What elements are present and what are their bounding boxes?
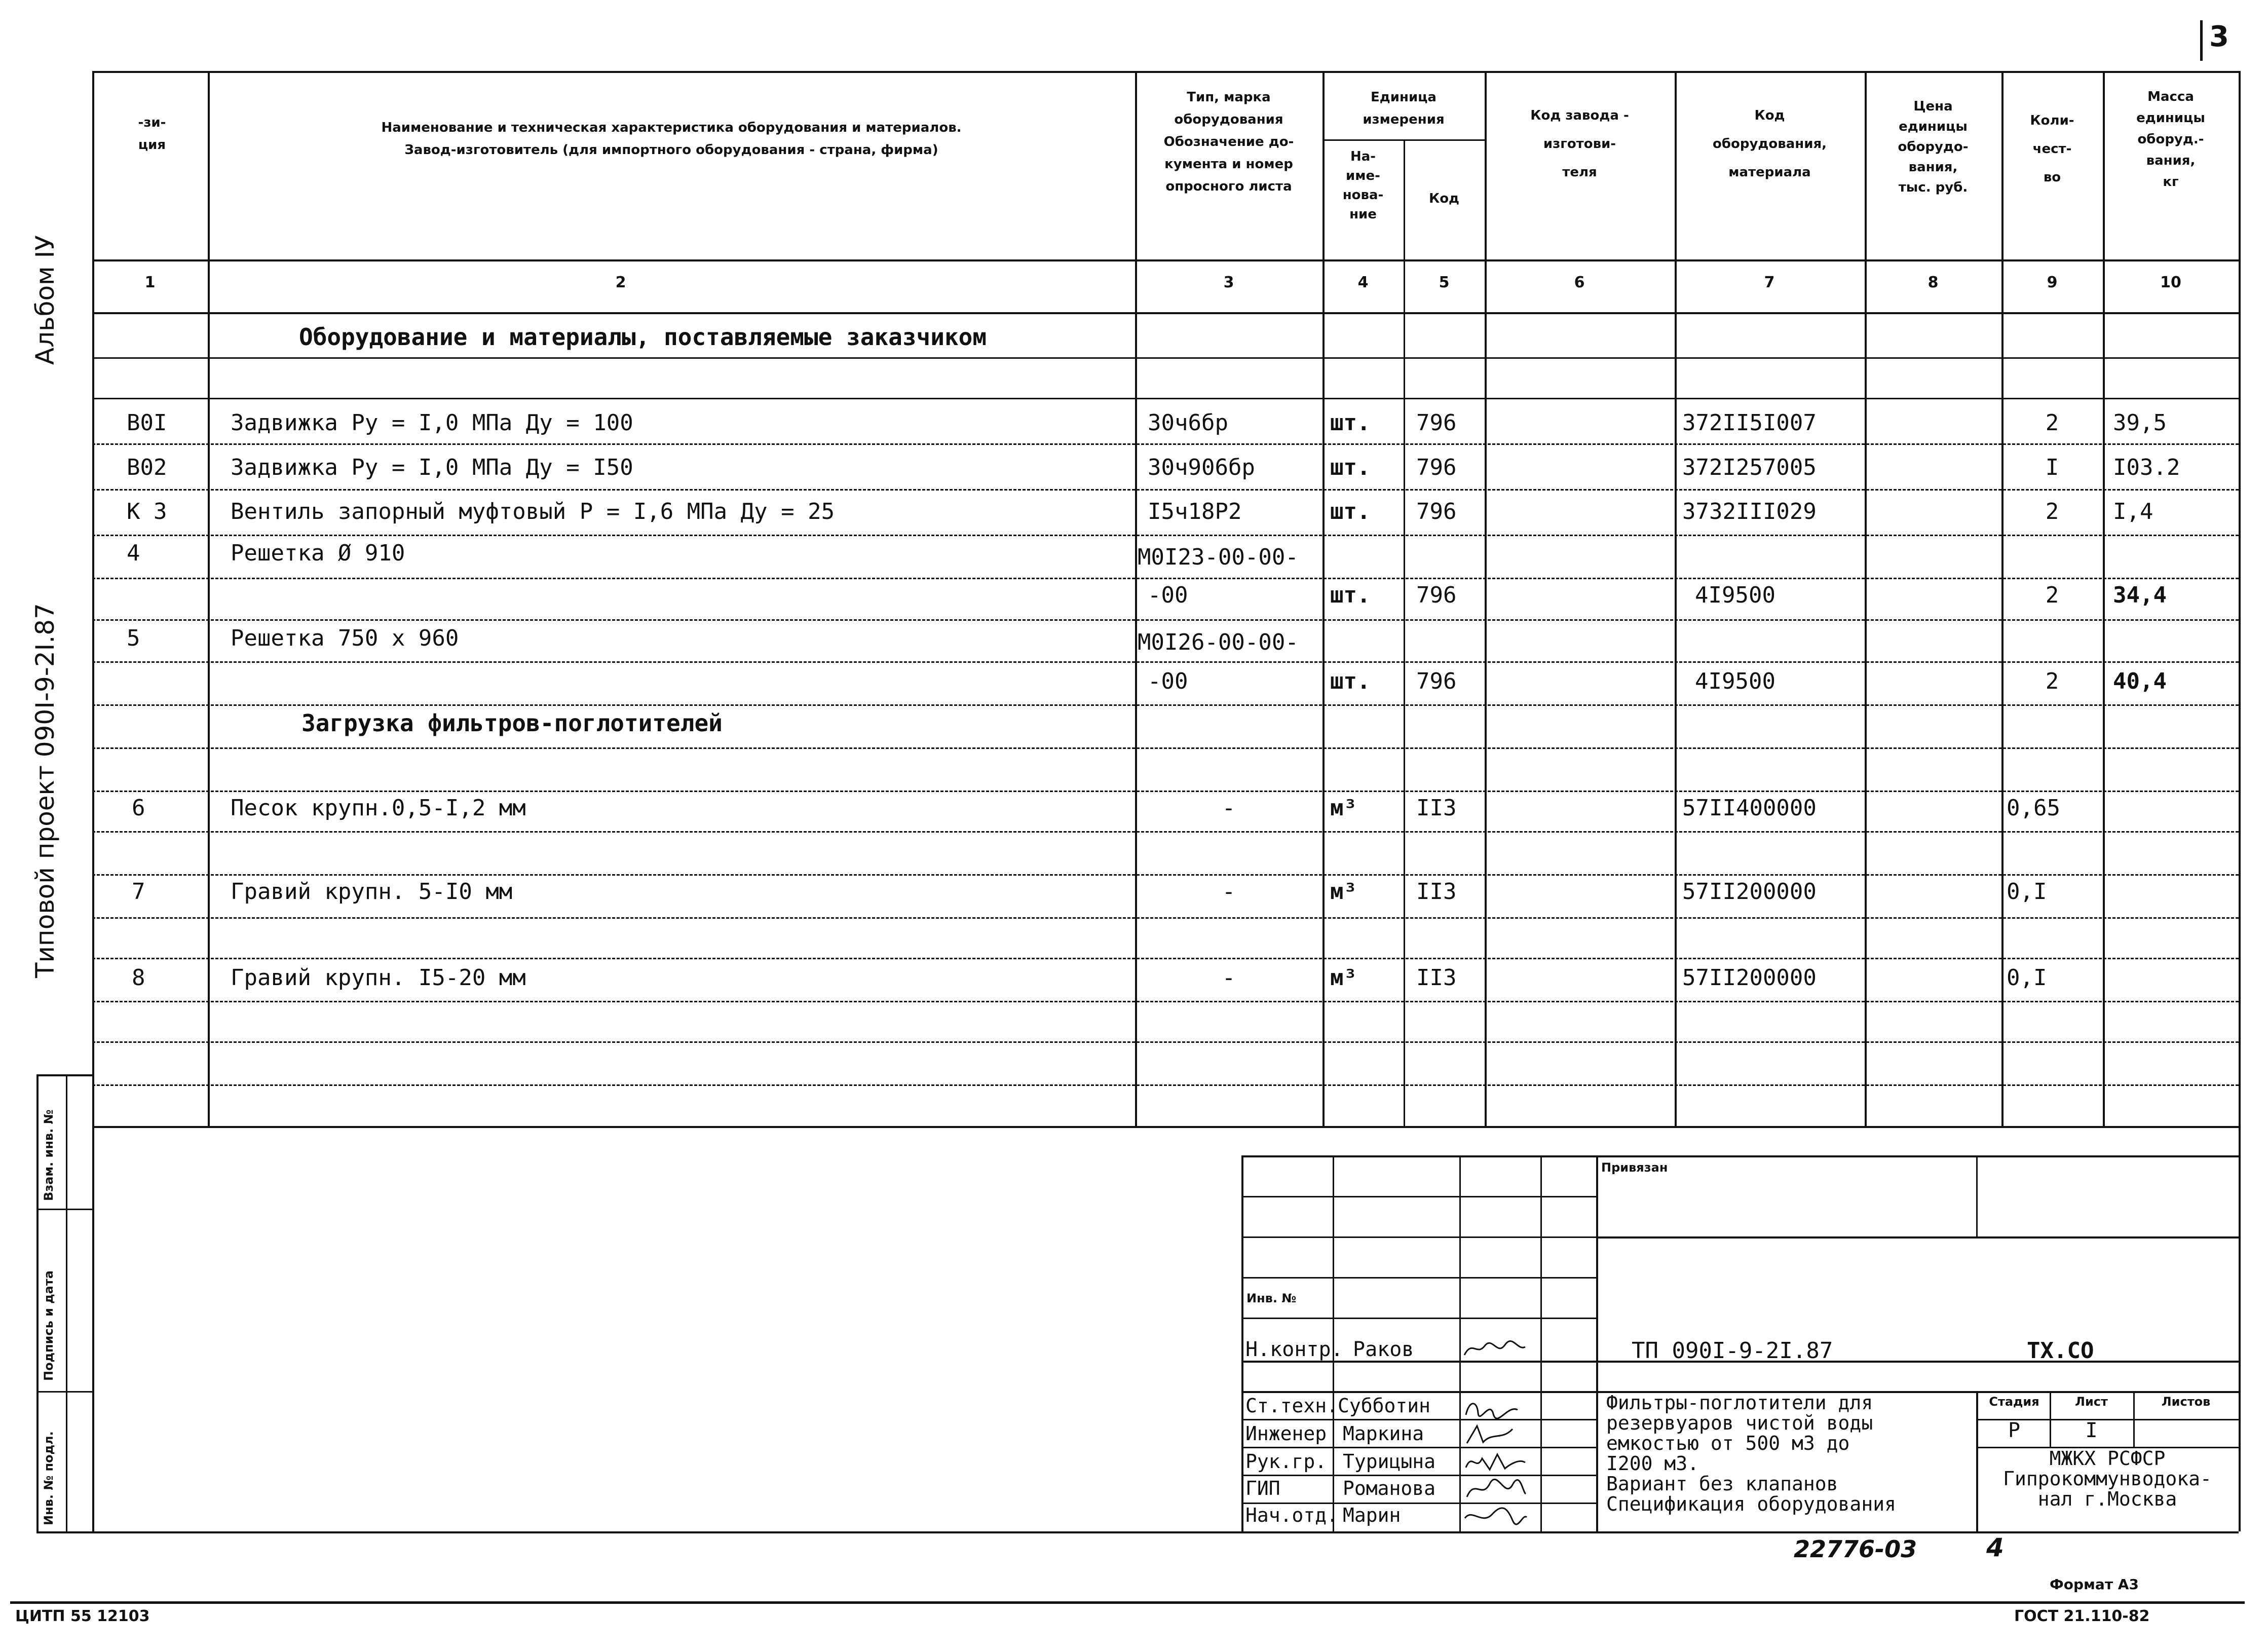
cell-quantity: 2: [2045, 668, 2059, 694]
cell-material-code: 3732III029: [1682, 499, 1817, 524]
cell-position: К 3: [127, 499, 167, 524]
cell-position: 4: [127, 540, 140, 566]
cell-unit-code: 796: [1416, 455, 1457, 480]
cell-material-code: 4I9500: [1695, 668, 1775, 694]
cell-type: М0I23-00-00-: [1138, 544, 1299, 570]
cell-type: I5ч18Р2: [1148, 499, 1242, 524]
sheet-number: 3: [2209, 20, 2229, 53]
cell-unit-code: 796: [1416, 410, 1457, 436]
column-number: 9: [2047, 274, 2058, 291]
column-number: 8: [1927, 274, 1939, 291]
cell-type: -00: [1148, 582, 1188, 608]
cell-material-code: 372II5I007: [1682, 410, 1817, 436]
format-label: Формат А3: [2050, 1576, 2139, 1593]
cell-type: -: [1222, 879, 1236, 905]
cell-unit: шт.: [1330, 499, 1371, 524]
document-mark: ТХ.СО: [2027, 1338, 2094, 1364]
cell-name: Вентиль запорный муфтовый Р = I,6 МПа Ду = 25: [231, 499, 835, 524]
cell-unit: шт.: [1330, 668, 1371, 694]
cell-name: Задвижка Ру = I,0 МПа Ду = 100: [231, 410, 633, 436]
cell-quantity: 2: [2045, 499, 2059, 524]
header-position: -зи- ция: [138, 115, 166, 153]
stage-value: Р: [2008, 1419, 2021, 1442]
cell-type: -: [1222, 795, 1236, 821]
cell-material-code: 57II200000: [1682, 965, 1817, 991]
cell-quantity: 0,65: [2007, 795, 2060, 821]
stage-label: Стадия: [1989, 1395, 2039, 1409]
cell-quantity: 0,I: [2007, 879, 2047, 905]
cell-unit-code: 796: [1416, 499, 1457, 524]
signer-role: Нач.отд.: [1245, 1504, 1339, 1526]
signature-scribble: [1462, 1503, 1528, 1527]
signer-role: ГИП: [1245, 1477, 1280, 1499]
header-name: Наименование и техническая характеристика оборудования и материалов. Завод-изготовитель (для импортного оборудования - страна, фирма): [381, 120, 962, 158]
signer-name: Романова: [1343, 1477, 1436, 1499]
cell-type: -00: [1148, 668, 1188, 694]
cell-name: Решетка Ø 910: [231, 540, 405, 566]
cell-position: 5: [127, 625, 140, 651]
signer-name: Маркина: [1343, 1422, 1424, 1445]
header-price: Цена единицы оборудо- вания, тыс. руб.: [1898, 99, 1969, 195]
cell-type: 30ч906бр: [1148, 455, 1255, 480]
cell-unit: шт.: [1330, 410, 1371, 436]
column-number: 5: [1439, 274, 1450, 291]
cell-quantity: I: [2045, 455, 2059, 480]
header-unit-code: Код: [1428, 191, 1460, 206]
cell-position: 8: [132, 965, 145, 991]
handwritten-sheet: 4: [1986, 1533, 2004, 1562]
cell-unit: шт.: [1330, 582, 1371, 608]
section-heading: Загрузка фильтров-поглотителей: [301, 709, 723, 737]
signature-scribble: [1462, 1336, 1528, 1360]
signer-role: Рук.гр.: [1245, 1450, 1327, 1473]
signature-scribble: [1462, 1422, 1528, 1446]
signer-name: Раков: [1353, 1338, 1414, 1361]
header-unit-name: На- име- нова- ние: [1342, 149, 1384, 222]
signature-scribble: [1462, 1449, 1528, 1474]
cell-name: Задвижка Ру = I,0 МПа Ду = I50: [231, 455, 633, 480]
cell-material-code: 4I9500: [1695, 582, 1775, 608]
handwritten-number: 22776-03: [1794, 1535, 1917, 1563]
cell-unit-code: 796: [1416, 582, 1457, 608]
signer-name: Турицына: [1343, 1450, 1436, 1473]
signature-scribble: [1462, 1395, 1528, 1419]
cell-unit-code: II3: [1416, 879, 1457, 905]
organization: МЖКХ РСФСР Гипрокоммунводока- нал г.Москва: [2003, 1447, 2212, 1510]
cell-unit: шт.: [1330, 455, 1371, 480]
cell-unit: м³: [1330, 879, 1357, 905]
cell-quantity: 0,I: [2007, 965, 2047, 991]
cell-material-code: 372I257005: [1682, 455, 1817, 480]
cell-mass: 39,5: [2113, 410, 2167, 436]
cell-quantity: 2: [2045, 582, 2059, 608]
column-number: 6: [1574, 274, 1585, 291]
cell-position: B0I: [127, 410, 167, 436]
cell-unit: м³: [1330, 965, 1357, 991]
column-number: 4: [1357, 274, 1369, 291]
cell-quantity: 2: [2045, 410, 2059, 436]
cell-unit-code: II3: [1416, 965, 1457, 991]
header-factory-code: Код завода - изготови- теля: [1530, 108, 1629, 180]
stamp-signature-date: Подпись и дата: [42, 1270, 56, 1381]
stamp-inventory-original: Инв. № подл.: [42, 1431, 56, 1525]
cell-type: М0I26-00-00-: [1138, 629, 1299, 655]
column-number: 3: [1223, 274, 1234, 291]
document-description: Фильтры-поглотители для резервуаров чистой воды емкостью от 500 м3 до I200 м3. Вариант без клапанов Спецификация оборудования: [1606, 1392, 1896, 1515]
sheet-label: Лист: [2075, 1395, 2108, 1409]
cell-position: 6: [132, 795, 145, 821]
cell-mass: I03.2: [2113, 455, 2180, 480]
album-label: Альбом IУ: [30, 235, 60, 365]
column-number: 1: [144, 274, 156, 291]
column-number: 2: [615, 274, 626, 291]
gost-label: ГОСТ 21.110-82: [2014, 1607, 2150, 1625]
cell-unit: м³: [1330, 795, 1357, 821]
document-code: ТП 090I-9-2I.87: [1632, 1338, 1833, 1364]
signature-scribble: [1462, 1477, 1528, 1501]
header-quantity: Коли- чест- во: [2030, 113, 2074, 185]
header-type: Тип, марка оборудования Обозначение до- кумента и номер опросного листа: [1163, 90, 1294, 194]
cell-name: Песок крупн.0,5-I,2 мм: [231, 795, 526, 821]
signer-role: Н.контр.: [1245, 1338, 1343, 1361]
project-label: Типовой проект 090I-9-2I.87: [30, 603, 60, 978]
cell-name: Гравий крупн. 5-I0 мм: [231, 879, 513, 905]
header-material-code: Код оборудования, материала: [1712, 108, 1827, 180]
signer-name: Марин: [1343, 1504, 1401, 1526]
sheet-number-mark: [2200, 20, 2203, 61]
printer-label: ЦИТП 55 12103: [15, 1607, 150, 1625]
header-unit: Единица измерения: [1363, 90, 1445, 127]
section-heading: Оборудование и материалы, поставляемые заказчиком: [299, 323, 987, 351]
signer-role: Инженер: [1245, 1422, 1327, 1445]
cell-unit-code: II3: [1416, 795, 1457, 821]
cell-unit-code: 796: [1416, 668, 1457, 694]
cell-name: Решетка 750 х 960: [231, 625, 459, 651]
sheets-label: Листов: [2161, 1395, 2211, 1409]
cell-type: 30ч6бр: [1148, 410, 1228, 436]
sheet-value: I: [2085, 1419, 2098, 1442]
cell-mass: 34,4: [2113, 582, 2167, 608]
signer-role: Ст.техн.: [1245, 1395, 1339, 1417]
cell-position: 7: [132, 879, 145, 905]
cell-material-code: 57II400000: [1682, 795, 1817, 821]
header-mass: Масса единицы оборуд.- вания, кг: [2136, 89, 2205, 190]
inventory-label: Инв. №: [1246, 1291, 1297, 1305]
cell-position: B02: [127, 455, 167, 480]
attached-label: Привязан: [1601, 1160, 1668, 1175]
column-number: 7: [1764, 274, 1775, 291]
cell-material-code: 57II200000: [1682, 879, 1817, 905]
cell-mass: I,4: [2113, 499, 2153, 524]
column-number: 10: [2160, 274, 2181, 291]
cell-mass: 40,4: [2113, 668, 2167, 694]
stamp-replaced-inventory: Взам. инв. №: [42, 1109, 56, 1201]
cell-name: Гравий крупн. I5-20 мм: [231, 965, 526, 991]
cell-type: -: [1222, 965, 1236, 991]
signer-name: Субботин: [1338, 1395, 1431, 1417]
